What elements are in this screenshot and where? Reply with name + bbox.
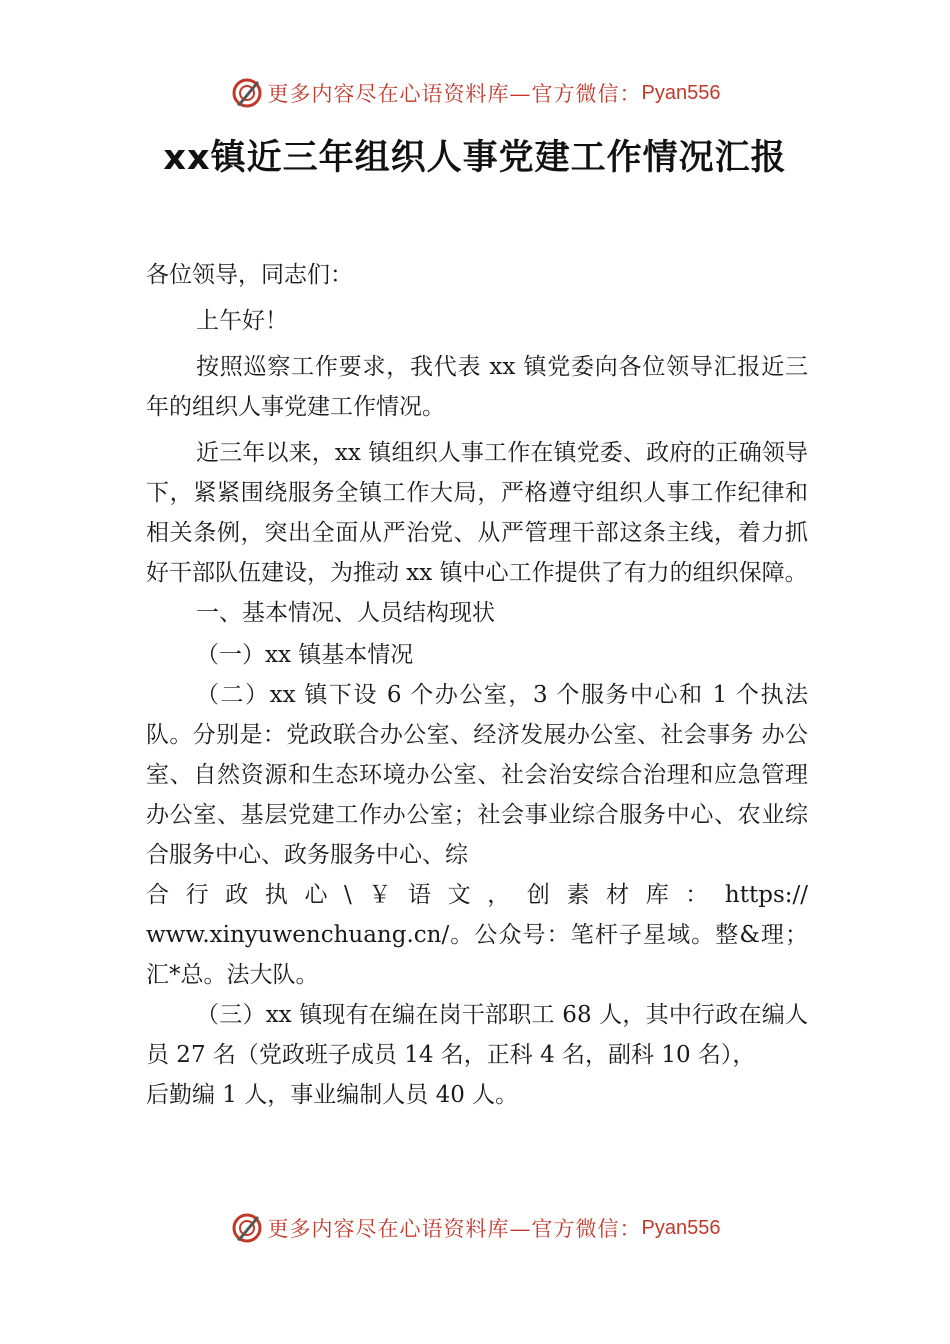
footer-banner-text: 更多内容尽在心语资料库—官方微信： — [267, 1217, 642, 1241]
header-banner-text: 更多内容尽在心语资料库—官方微信： — [267, 82, 642, 106]
section1-heading: 一、基本情况、人员结构现状 — [196, 600, 495, 626]
subsection3-continued: 后勤编 1 人，事业编制人员 40 人。 — [146, 1082, 519, 1108]
subsection2-part1: （二）xx 镇下设 6 个办公室，3 个服务中心和 1 个执法队。分别是：党政联合办公室、经济发展办公室、社会事务 办公室、自然资源和生态环境办公室、社会治安综合治理和应急管理办公室、基层党建工作办公室；社会事业综合服务中心、农业综合服务中心、政务服务中心、综 — [146, 682, 808, 868]
document-body — [146, 255, 808, 1115]
subsection2-part2: www.xinyuwenchuang.cn/。公众号：笔杆子星域。整&理；汇*总。法大队。 — [146, 922, 808, 988]
salutation: 各位领导，同志们： — [146, 262, 353, 288]
header-banner — [0, 73, 950, 113]
subsection1: （一）xx 镇基本情况 — [196, 642, 414, 668]
subsection2-spread-line: 合行政执心\￥语文，创素材库：https:// — [146, 882, 808, 908]
overview-paragraph: 近三年以来，xx 镇组织人事工作在镇党委、政府的正确领导下，紧紧围绕服务全镇工作大局，严格遵守组织人事工作纪律和相关条例，突出全面从严治党、从严管理干部这条主线，着力抓好干部队伍建设，为推动 xx 镇中心工作提供了有力的组织保障。 — [146, 440, 808, 586]
intro-paragraph: 按照巡察工作要求，我代表 xx 镇党委向各位领导汇报近三年的组织人事党建工作情况。 — [146, 354, 808, 420]
quill-seal-logo-icon — [230, 1211, 264, 1245]
greeting: 上午好！ — [196, 308, 288, 334]
footer-banner — [0, 1208, 950, 1248]
quill-seal-logo-icon — [230, 76, 264, 110]
page-title: xx镇近三年组织人事党建工作情况汇报 — [163, 138, 787, 178]
subsection3: （三）xx 镇现有在编在岗干部职工 68 人，其中行政在编人员 27 名（党政班子成员 14 名，正科 4 名，副科 10 名）， — [146, 1002, 808, 1068]
header-wechat-id: Pyan556 — [641, 81, 721, 104]
footer-wechat-id: Pyan556 — [641, 1216, 721, 1239]
